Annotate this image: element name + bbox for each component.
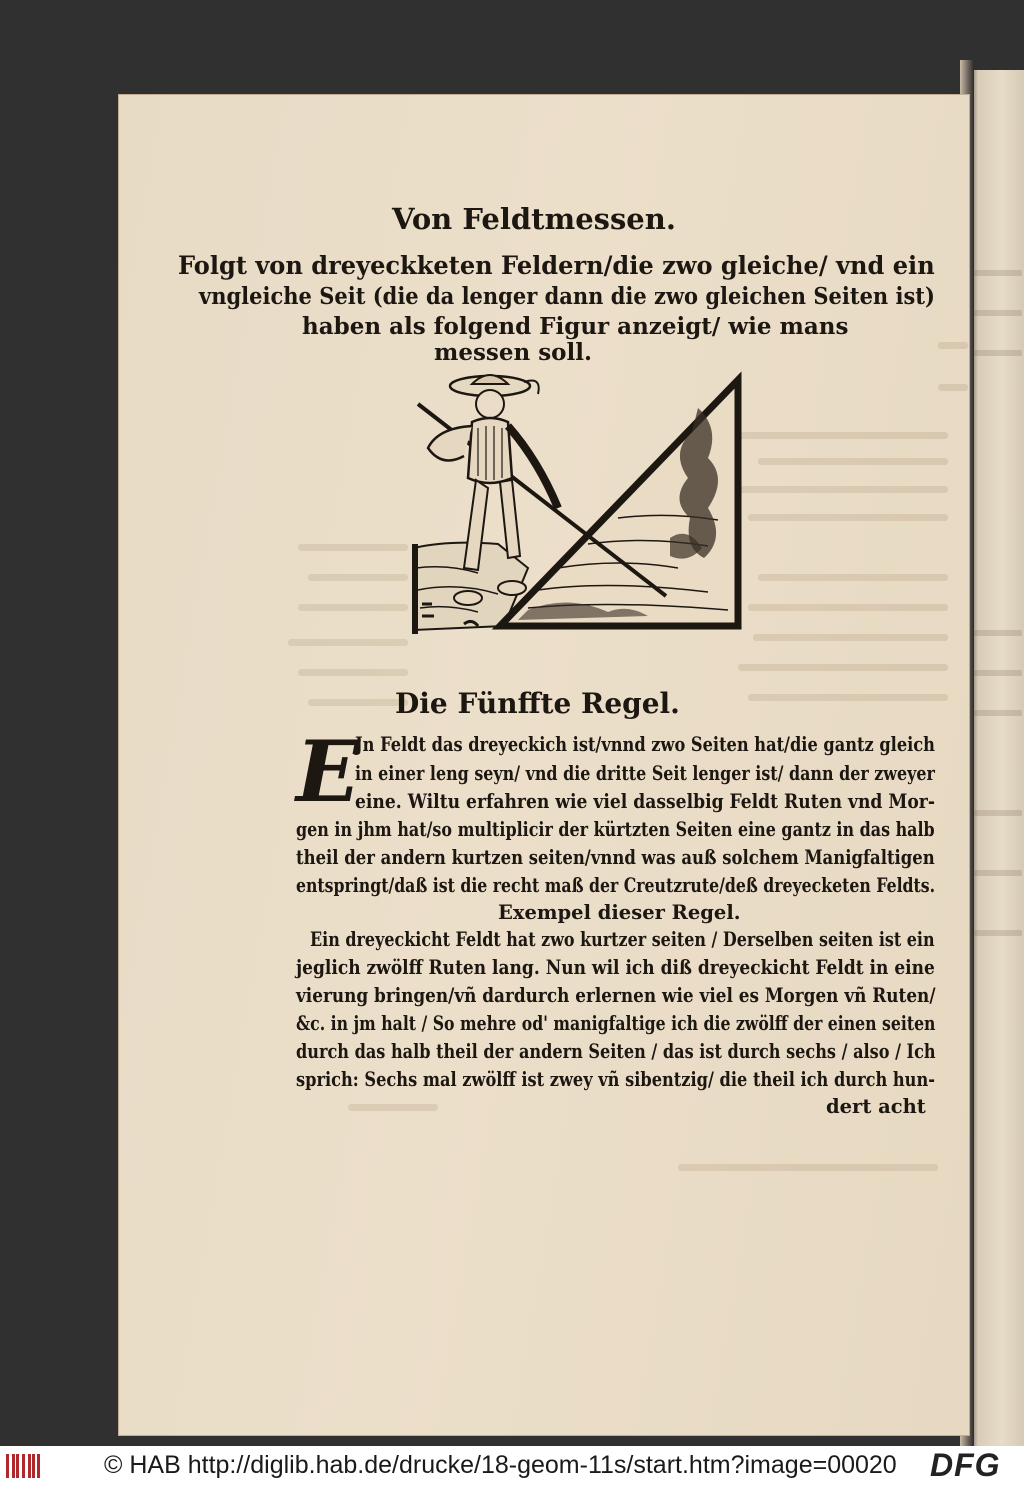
body-line-6: entspringt/daß ist die recht maß der Creutzrute/deß dreyecketen Feldts. [296, 874, 936, 897]
body-line-5: theil der andern kurtzen seiten/vnnd was auß solchem Manigfaltigen [296, 846, 935, 869]
body-line-8: Ein dreyeckicht Feldt hat zwo kurtzer seiten / Derselben seiten ist ein [310, 928, 935, 951]
section-heading-line-2: vngleiche Seit (die da lenger dann die zwo gleichen Seiten ist) [199, 283, 935, 310]
body-line-4: gen in jhm hat/so multiplicir der kürtzten Seiten eine gantz in das halb [296, 818, 935, 841]
example-heading: Exempel dieser Regel. [498, 901, 741, 924]
woodcut-illustration [408, 368, 748, 638]
body-line-10: vierung bringen/vñ dardurch erlernen wie viel es Morgen vñ Ruten/ [296, 984, 936, 1007]
running-head: Von Feldtmessen. [392, 202, 676, 236]
body-line-12: durch das halb theil der andern Seiten / das ist durch sechs / also / Ich [296, 1040, 936, 1063]
dfg-logo: DFG [930, 1447, 1001, 1483]
rule-title: Die Fünffte Regel. [395, 687, 680, 720]
body-line-11: &c. in jm halt / So mehre od' manigfaltige ich die zwölff der einen seiten [296, 1012, 936, 1035]
section-heading-line-4: messen soll. [434, 339, 593, 366]
body-line-2: in einer leng seyn/ vnd die dritte Seit lenger ist/ dann der zweyer [355, 762, 935, 785]
drop-cap: E [296, 722, 361, 821]
body-line-13: sprich: Sechs mal zwölff ist zwey vñ sibentzig/ die theil ich durch hun- [296, 1068, 935, 1091]
section-heading-line-1: Folgt von dreyeckketen Feldern/die zwo gleiche/ vnd ein [178, 251, 935, 280]
source-url[interactable]: © HAB http://diglib.hab.de/drucke/18-geom-11s/start.htm?image=00020 [104, 1451, 897, 1479]
body-line-9: jeglich zwölff Ruten lang. Nun wil ich diß dreyeckicht Feldt in eine [296, 956, 935, 979]
body-line-1: Jn Feldt das dreyeckich ist/vnnd zwo Seiten hat/die gantz gleich [355, 733, 935, 756]
section-heading-line-3: haben als folgend Figur anzeigt/ wie mans [302, 313, 849, 340]
adjacent-page-edge [968, 70, 1024, 1446]
body-line-3: eine. Wiltu erfahren wie viel dasselbig Feldt Ruten vnd Mor- [355, 790, 935, 813]
library-barcode-icon [6, 1454, 40, 1478]
catchword: dert acht [826, 1095, 926, 1118]
